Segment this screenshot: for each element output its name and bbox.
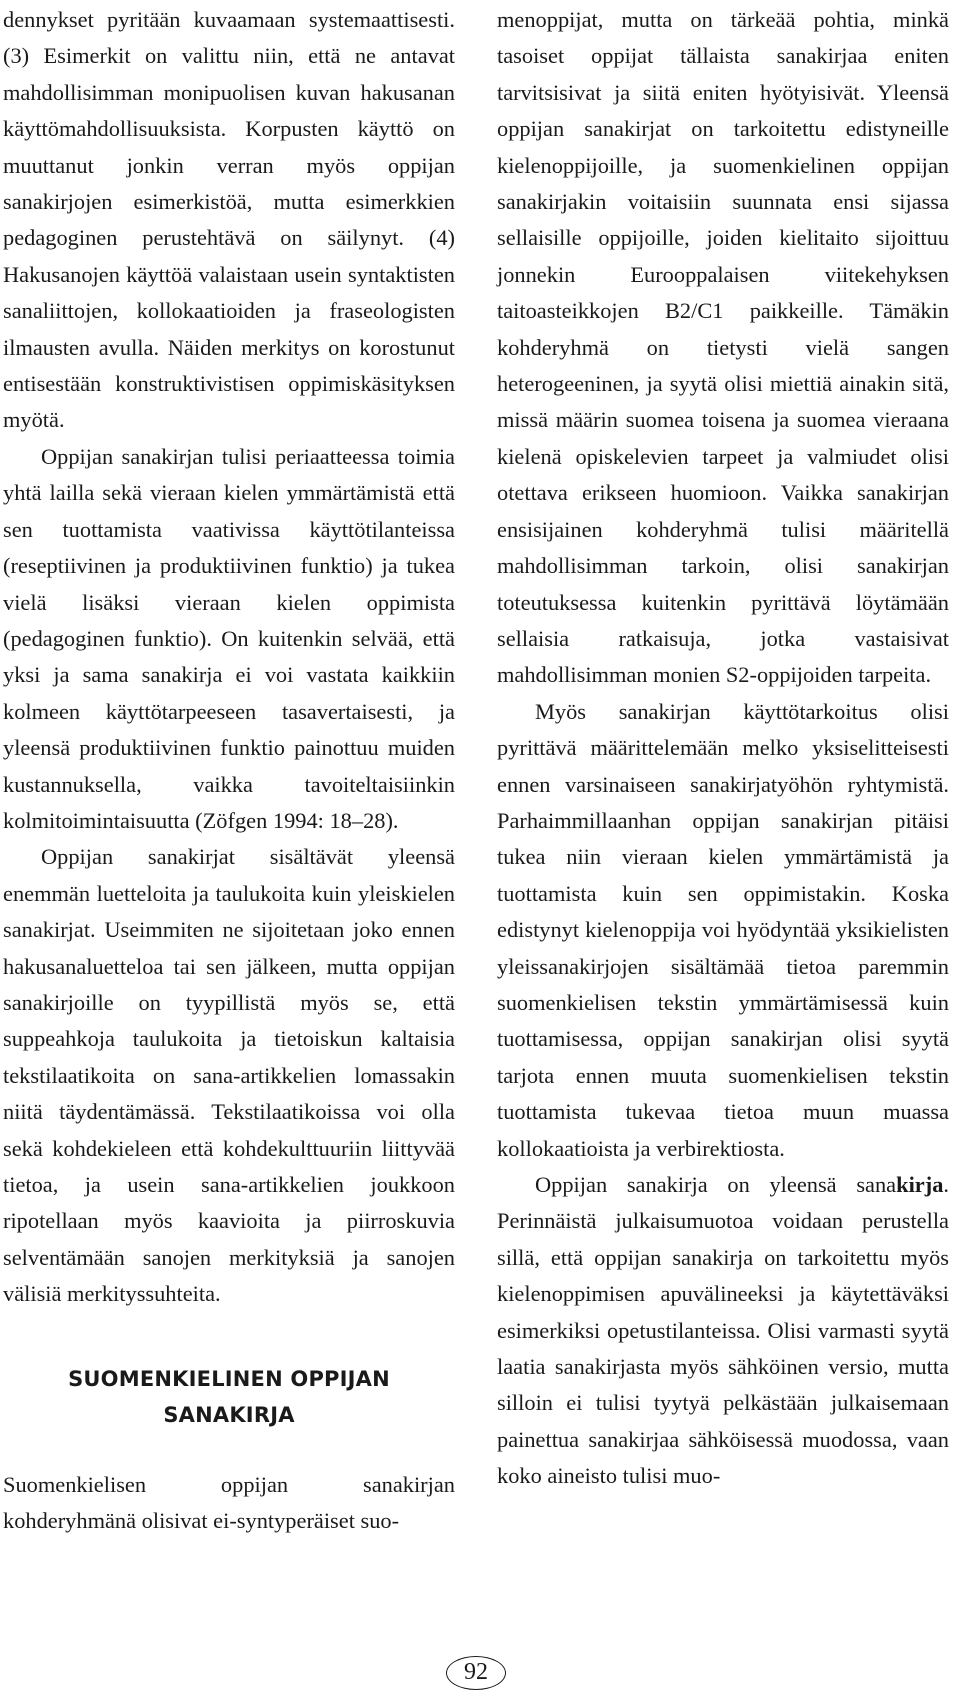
paragraph-text: Oppijan sanakirjat sisältävät yleensä enemmän luetteloita ja taulukoita kuin yleiskielen sanakirjat. Useimmiten ne sijoitetaan joko ennen hakusanaluetteloa tai sen jälkeen, mutta oppijan sanakirjoille on tyypillistä myös se, että suppeahkoja taulukoita ja tietoiskun kaltaisia tekstilaatikoita on sana-artikkelien lomassakin niitä täydentämässä. Tekstilaatikoissa voi olla sekä kohdekieleen että kohdekulttuuriin liittyvää tietoa, ja usein sana-artikkelien joukkoon ripotellaan myös kaavioita ja piirroskuvia selventämään sanojen merkityksiä ja sanojen välisiä merkityssuhteita. [3,844,455,1307]
right-column [497,2,949,1495]
text-run: . Perinnäistä julkaisumuotoa voidaan perustella sillä, että oppijan sanakirja on tarkoitettu myös kielenoppimisen apuvälineeksi ja käytettäväksi esimerkiksi opetustilanteissa. Olisi varmasti syytä laatia sanakirjasta myös sähköinen versio, mutta silloin ei tulisi tyytyä pelkästään julkaisemaan painettua sanakirjaa sähköisessä muodossa, vaan koko aineisto tulisi muo- [497,1172,949,1489]
paragraph-text: Oppijan sanakirjan tulisi periaatteessa toimia yhtä lailla sekä vieraan kielen ymmärtämistä että sen tuottamista vaativissa käyttötilanteissa (reseptiivinen ja produktiivinen funktio) ja tukea vielä lisäksi vieraan kielen oppimista (pedagoginen funktio). On kuitenkin selvää, että yksi ja sama sanakirja ei voi vastata kaikkiin kolmeen käyttötarpeeseen tasavertaisesti, ja yleensä produktiivinen funktio painottuu muiden kustannuksella, vaikka tavoiteltaisiinkin kolmitoimintaisuutta (Zöfgen 1994: 18–28). [3,443,455,833]
text-run: Oppijan sanakirja on yleensä sana [535,1172,897,1197]
left-column [3,2,455,1539]
paragraph-text: menoppijat, mutta on tärkeää pohtia, minkä tasoiset oppijat tällaista sanakirjaa eniten tarvitsisivat ja siitä eniten hyötyisivät. Yleensä oppijan sanakirjat on tarkoitettu edistyneille kielenoppijoille, ja suomenkielinen oppijan sanakirjakin voitaisiin suunnata ensi sijassa sellaisille oppijoille, joiden kielitaito sijoittuu jonnekin Eurooppalaisen viitekehyksen taitoasteikkojen B2/C1 paikkeille. Tämäkin kohderyhmä on tietysti vielä sangen heterogeeninen, ja syytä olisi miettiä ainakin sitä, missä määrin suomea toisena ja suomea vieraana kielenä opiskelevien tarpeet ja valmiudet olisi otettava erikseen huomioon. Vaikka sanakirjan ensisijainen kohderyhmä tulisi määritellä mahdollisimman tarkoin, olisi sanakirjan toteutuksessa kuitenkin pyrittävä löytämään sellaisia ratkaisuja, jotka vastaisivat mahdollisimman monien S2-oppijoiden tarpeita. [497,7,949,688]
page-number: 92 [446,1656,506,1690]
paragraph-text: Suomenkielisen oppijan sanakirjan kohderyhmänä olisivat ei-syntyperäiset suo- [3,1471,455,1534]
paragraph-text: dennykset pyritään kuvaamaan systemaattisesti. (3) Esimerkit on valittu niin, että ne antavat mahdollisimman monipuolisen kuvan hakusanan käyttömahdollisuuksista. Korpusten käyttö on muuttanut jonkin verran myös oppijan sanakirjojen esimerkistöä, mutta esimerkkien pedagoginen perustehtävä on säilynyt. (4) Hakusanojen käyttöä valaistaan usein syntaktisten sanaliittojen, kollokaatioiden ja fraseologisten ilmausten avulla. Näiden merkitys on korostunut entisestään konstruktivistisen oppimiskäsityksen myötä. [3,7,455,433]
paragraph-text: Myös sanakirjan käyttötarkoitus olisi pyrittävä määrittelemään melko yksiselitteisesti ennen varsinaiseen sanakirjatyöhön ryhtymistä. Parhaimmillaanhan oppijan sanakirjan pitäisi tukea niin vieraan kielen ymmärtämistä ja tuottamista kuin sen oppimistakin. Koska edistynyt kielenoppija voi hyödyntää yksikielisten yleissanakirjojen sisältämää tietoa paremmin suomenkielisen tekstin ymmärtämisessä kuin tuottamisessa, oppijan sanakirjan olisi syytä tarjota ennen muuta suomenkielisen tekstin tuottamista tukevaa tietoa muun muassa kollokaatioista ja verbirektiosta. [497,698,949,1161]
bold-text-run: kirja [896,1172,944,1197]
section-heading-line: SANAKIRJA [163,1402,295,1427]
section-heading-line: SUOMENKIELINEN OPPIJAN [68,1366,390,1391]
section-heading [3,1361,455,1433]
paragraph-text [497,1167,949,1495]
